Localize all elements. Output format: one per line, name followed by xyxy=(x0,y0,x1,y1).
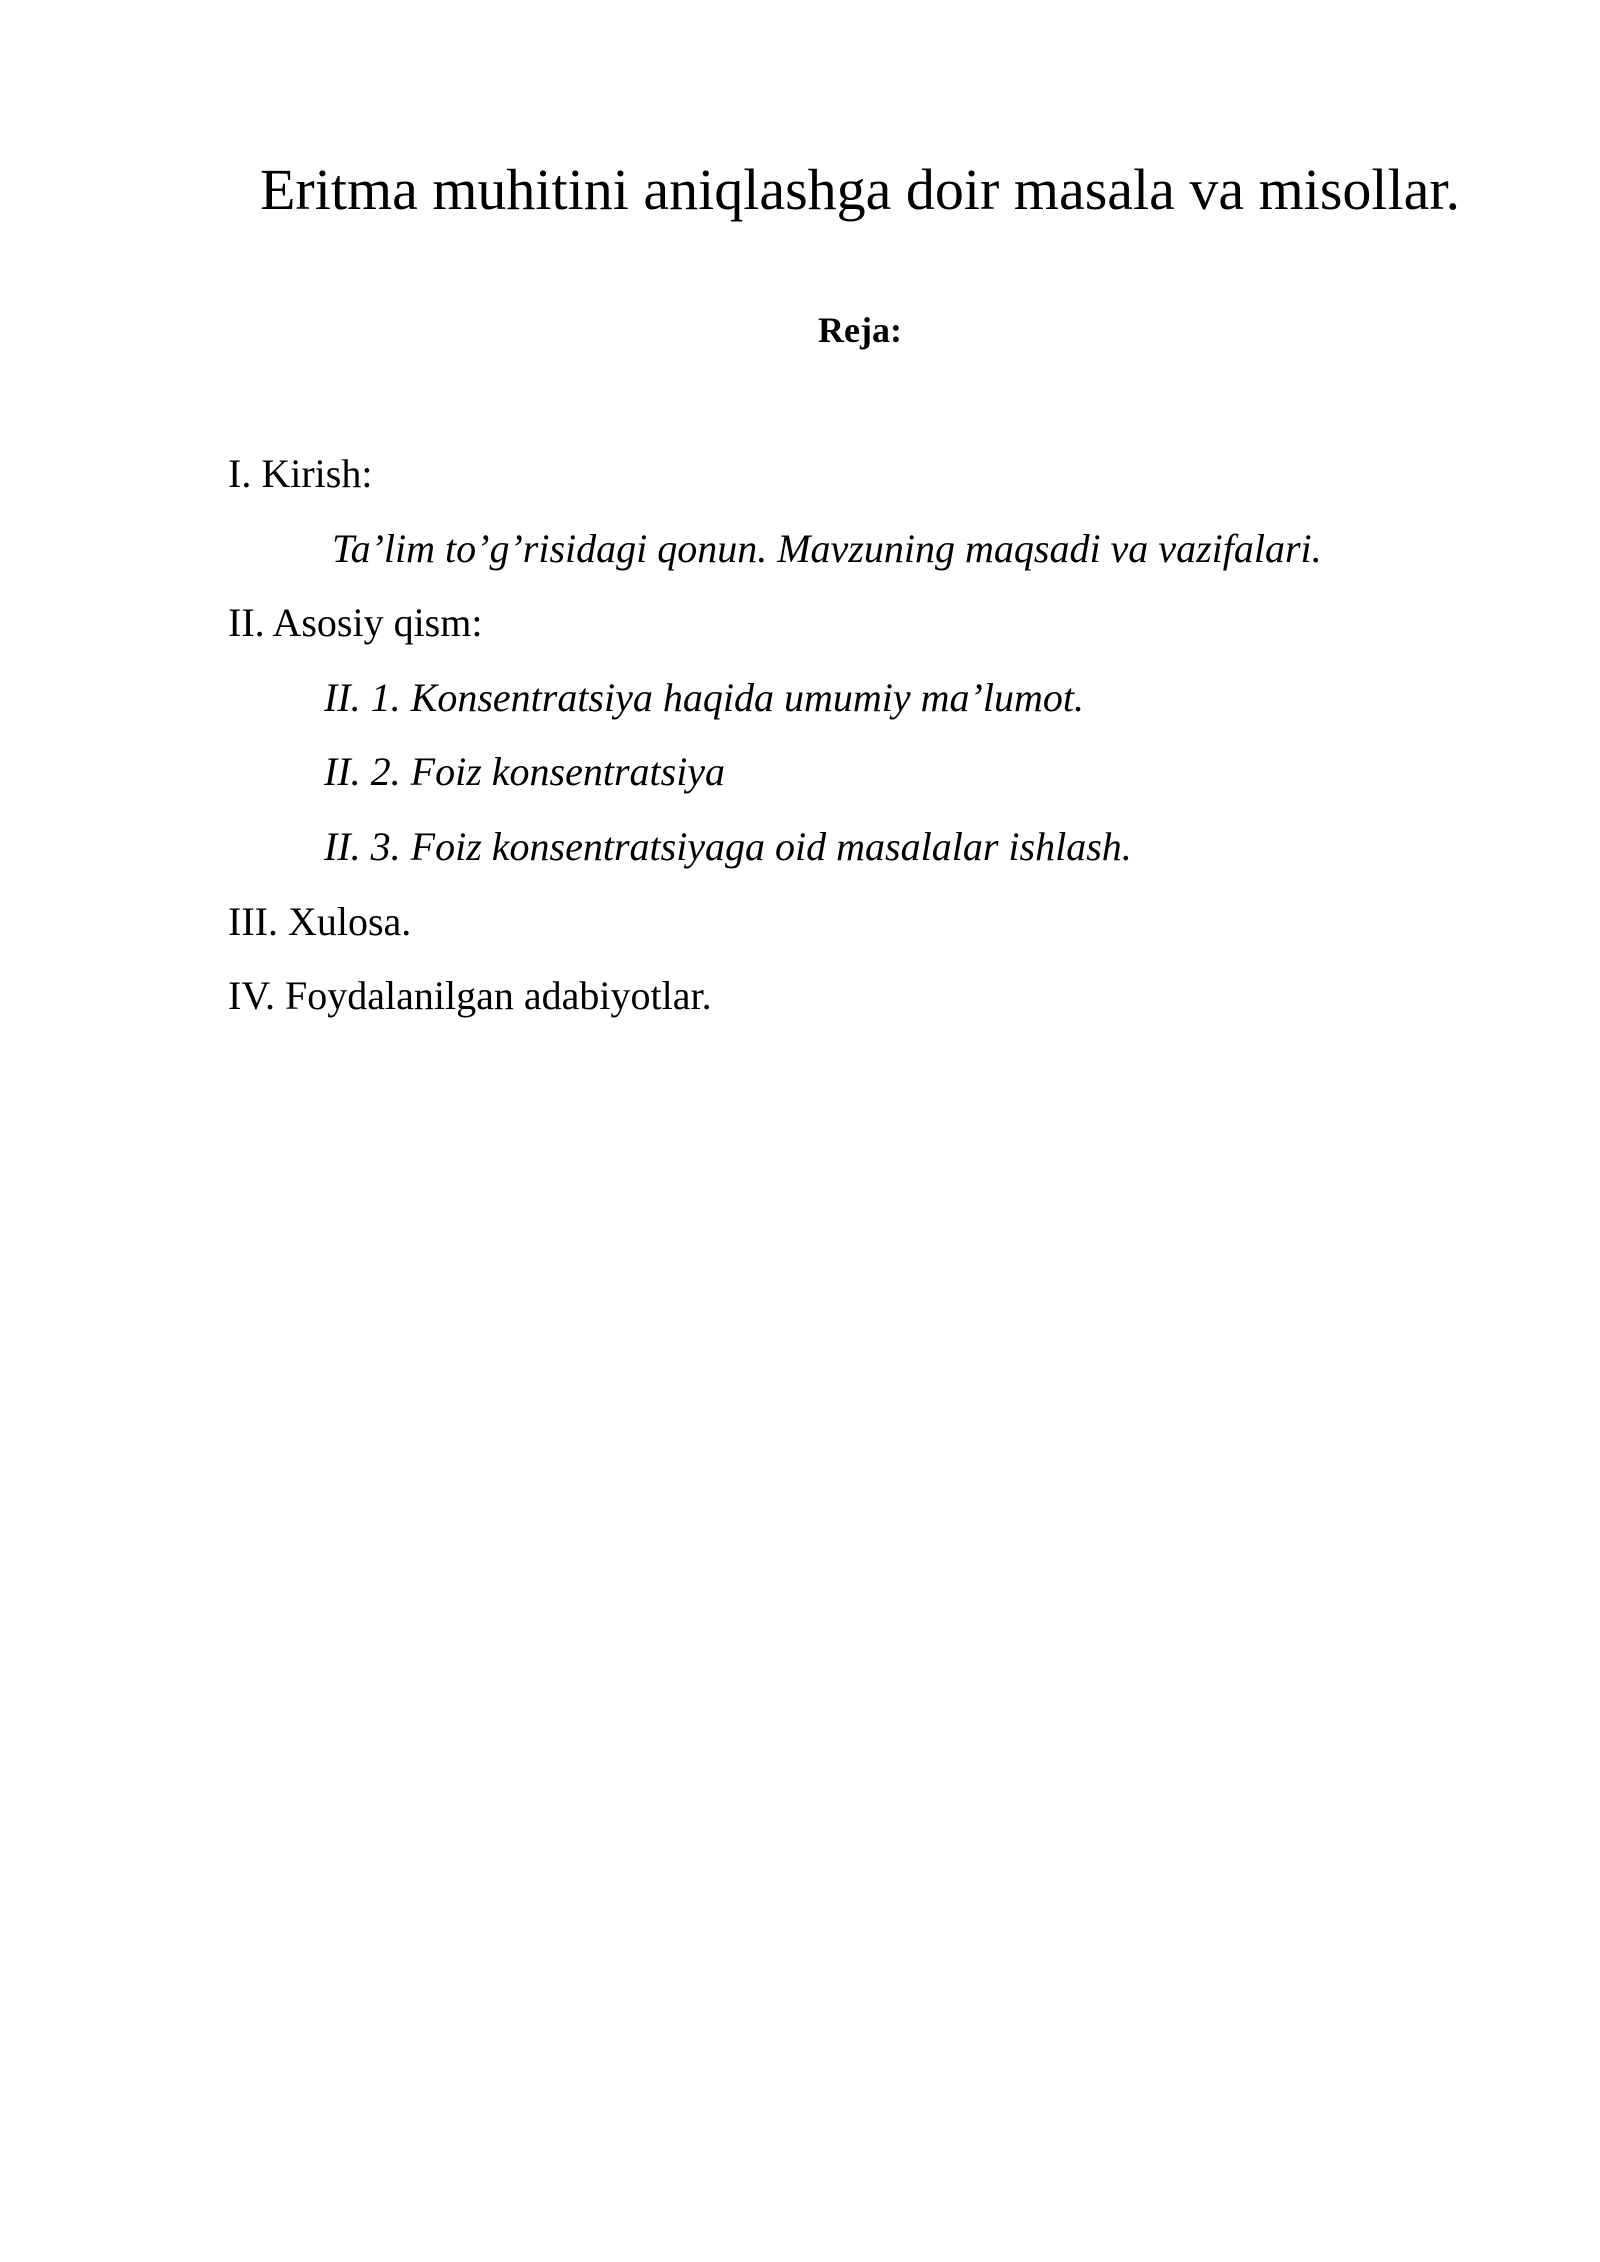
plan-heading: Reja: xyxy=(818,310,902,350)
outline-subitem-main-2: II. 2. Foiz konsentratsiya xyxy=(324,749,726,795)
document-title: Eritma muhitini aniqlashga doir masala va misollar. xyxy=(259,157,1461,222)
outline-item-references: IV. Foydalanilgan adabiyotlar. xyxy=(228,973,712,1019)
outline-item-introduction: I. Kirish: xyxy=(228,451,373,496)
outline-subitem-introduction-topic: Ta’lim to’g’risidagi qonun. Mavzuning maqsadi va vazifalari. xyxy=(332,525,1322,571)
plan-outline xyxy=(228,437,1528,1034)
outline-subitem-main-1: II. 1. Konsentratsiya haqida umumiy ma’lumot. xyxy=(324,674,1084,720)
outline-subitem-main-3: II. 3. Foiz konsentratsiyaga oid masalalar ishlash. xyxy=(324,823,1132,869)
outline-item-main-part: II. Asosiy qism: xyxy=(228,600,483,646)
outline-item-conclusion: III. Xulosa. xyxy=(228,898,412,944)
